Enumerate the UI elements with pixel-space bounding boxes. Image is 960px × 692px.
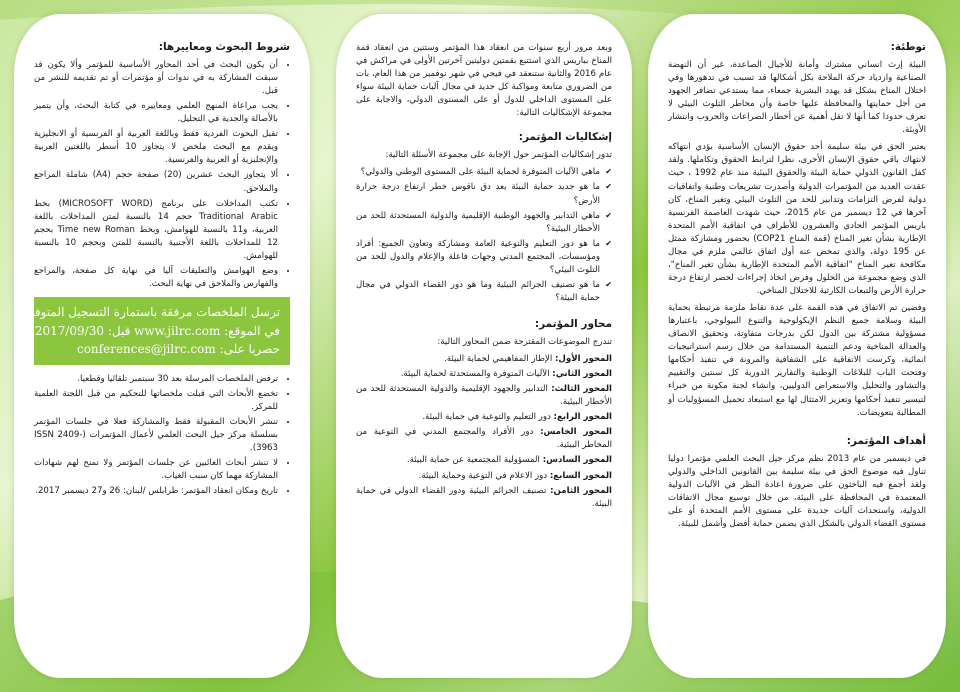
panel-problems-axes xyxy=(336,14,632,678)
axis-item xyxy=(356,426,612,452)
axis-item xyxy=(356,470,612,483)
notice-line: حصريا على: conferences@jilrc.com xyxy=(76,342,280,357)
axis-name: المحور الخامس: xyxy=(540,427,613,438)
axis-name: المحور الرابع: xyxy=(553,412,612,423)
axis-text: المسؤولية المجتمعية عن حماية البيئة. xyxy=(406,455,540,466)
axis-text: دور الاعلام في التوعية وحماية البيئة. xyxy=(418,470,548,481)
condition-item: • وضع الهوامش والتعليقات آليا في نهاية كل صفحة، والمراجع والفهارس والملاحق في نهاية البحث. xyxy=(34,265,278,291)
goals-heading: أهداف المؤتمر: xyxy=(846,434,926,447)
intro-heading: توطئة: xyxy=(890,41,926,53)
panel-introduction xyxy=(648,14,946,678)
problem-item: ✔ ما هو تصنيف الجرائم البيئية وما هو دور القضاء الدولي في مجال حماية البيئة؟ xyxy=(356,279,600,305)
rule-item: • تاريخ ومكان انعقاد المؤتمر: طرابلس /لبنان: 26 و27 ديسمبر 2017. xyxy=(34,485,278,498)
condition-item: • يجب مراعاة المنهج العلمي ومعاييره في كتابة البحث، وأن يتميز بالأصالة والجدية في التحليل. xyxy=(34,100,278,126)
axes-heading: محاور المؤتمر: xyxy=(534,318,612,331)
problem-item: ✔ ما هو جديد حماية البيئة بعد دق ناقوس خطر ارتفاع درجة حرارة الأرض؟ xyxy=(356,181,600,207)
axis-item xyxy=(356,353,612,366)
panel-conditions xyxy=(14,14,310,678)
conditions-heading: شروط البحوث ومعاييرها: xyxy=(158,41,290,53)
axis-text: تصنيف الجرائم البيئية ودور القضاء الدولي في حماية البيئة. xyxy=(356,485,612,509)
condition-item: • تكتب المداخلات على برنامج (MICROSOFT WORD) بخط Traditional Arabic حجم 14 بالنسبة لمتن المداخلات باللغة العربية، و11 بالنسبة للهوامش، وبخط Time new Roman بحجم 12 للمداخلات باللغة الأجنبية بالنسبة للمتن وبحجم 10 بالنسبة للهوامش. xyxy=(34,198,278,263)
problem-item: ✔ ماهي الآليات المتوفرة لحماية البيئة على المستوى الوطني والدولي؟ xyxy=(356,166,600,179)
submission-notice xyxy=(22,297,290,365)
axis-name: المحور الثاني: xyxy=(552,369,612,380)
axis-item xyxy=(356,454,612,467)
notice-line: في الموقع: www.jilrc.com قبل: 2017/09/30 xyxy=(34,323,280,338)
goals-paragraph: في ديسمبر من عام 2013 نظم مركز جيل البحث العلمي مؤتمرا دوليا تناول فيه موضوع الحق في بيئة سليمة بين القانونين الداخلي والدولي ولقد أجمع فيه الباحثون على ضرورة اعادة النظر في الآليات الدولية المعتمدة في المحافظة على البيئة، من خلال توسيع مجال الاتفاقات الدولية، واستحداث آليات جديدة على مستوى الأمم المتحدة أو على مستوى القضاء الدولي بالشكل الذي يضمن حماية أفضل وأشمل للبيئة. xyxy=(668,453,926,529)
rules-list xyxy=(34,373,290,499)
intro-paragraph: يعتبر الحق في بيئة سليمة أحد حقوق الإنسان الأساسية يؤدي انتهاكه لانتهاك باقي حقوق الإنسان الأخرى، نظرا لترابط الحقوق وتكاملها. ولقد كفل القانون الدولي حماية البيئة والحقوق البيئية منذ عام 1992 ، حيث عقدت العديد من المؤتمرات الدولية وأصدرت تشريعات وطنية واتفاقيات دولية لفرض التزامات وتدابير للحد من التلوث البيئي وتغير المناخ، كان آخرها في 12 ديسمبر من عام 2015، حيث شهدت العاصمة الفرنسية باريس المؤتمر الحادي والعشرون للأطراف في اتفاقية الأمم المتحدة الإطارية بشأن تغير المناخ (قمة المناخ COP21) بحضور ومشاركة ممثل عن 195 دولة، والذي تمخض عنه أول اتفاق عالمي ملزم في مجال مكافحة تغير المناخ "اتفاقية الأمم المتحدة الإطارية بشأن تغير المناخ"، الذي وضع مجموعة من الحلول وفرض اتخاذ إجراءات لحصر ارتفاع درجة حرارة الأرض والتبعات الكارثية للاختلال المناخي. xyxy=(668,142,927,297)
axis-name: المحور السابع: xyxy=(549,470,612,481)
intro-paragraph: وفضين تم الاتفاق في هذه القمة على عدة نقاط ملزمة مرتبطة بحماية البيئة وسلامة جميع النظم الإيكولوجية والتنوع البيولوجي، باعتبارها مسؤولية مشتركة بين الدول لكن بدرجات متفاوتة، وتحقيق الانصاف والعدالة المناخية ودعم التنمية المستدامة من خلال رسم استراتيجيات انمائية، وكرست الاتفاقية على الشفافية والمرونة في تنفيذ أحكامها وفتحت الباب للبلاغات الوطنية والتقارير الدورية كل سنتين والتقييم والتشاور والتحليل والاستعراض الدوليين، وانشاء لجنة مكونة من خبراء لتيسير تنفيذ أحكامها وتعزيز الامتثال لها مع استبعاد تحميل المسؤوليات أو المطالبة بتعويضات. xyxy=(668,303,926,418)
notice-line: ترسل الملخصات مرفقة باستمارة التسجيل المتوفرة xyxy=(22,305,280,320)
problems-heading: إشكاليات المؤتمر: xyxy=(518,131,612,144)
axes-intro: تندرج الموضوعات المقترحة ضمن المحاور التالية: xyxy=(437,336,612,347)
conditions-list xyxy=(34,59,290,291)
rule-item: • تنشر الأبحاث المقبولة فقط والمشاركة فعلا في جلسات المؤتمر بسلسلة مركز جيل البحث العلمي لأعمال المؤتمرات (ISSN 2409-3963). xyxy=(34,416,278,455)
problems-list xyxy=(356,166,612,305)
problem-item: ✔ ماهي التدابير والجهود الوطنية الإقليمية والدولية المستحدثة للحد من الأخطار البيئية؟ xyxy=(356,210,600,236)
axis-text: الإطار المفاهيمي لحماية البيئة. xyxy=(444,354,553,365)
axis-text: التدابير والجهود الإقليمية والدولية المستحدثة للحد من الأخطار البيئية. xyxy=(356,384,612,408)
condition-item: • أن يكون البحث في أحد المحاور الأساسية للمؤتمر وألا يكون قد سبقت المشاركة به في ندوات أو مؤتمرات أو تم تقديمه للنشر من قبل. xyxy=(34,59,278,98)
axis-text: دور التعليم والتوعية في حماية البيئة. xyxy=(422,412,551,423)
axis-text: الآليات المتوفرة والمستحدثة لحماية البيئة. xyxy=(400,369,550,380)
axis-item xyxy=(356,411,612,424)
condition-item: • تقبل البحوث الفردية فقط وباللغة العربية أو الفرنسية أو الانجليزية ويقدم مع البحث ملخص لا يتجاوز 10 أسطر باللغتين العربية والإنجليزية أو العربية والفرنسية. xyxy=(34,128,278,167)
axis-text: دور الأفراد والمجتمع المدني في التوعية من المخاطر البيئية. xyxy=(356,427,612,451)
context-paragraph: وبعد مرور أربع سنوات من انعقاد هذا المؤتمر وستتين من انعقاد قمة المناخ بباريس الذي استتبع بقمتين دوليتين آخرتين الأولى في مراكش في عام 2016 والثانية ستنعقد في فيجي في شهر نوفمبر من هذا العام، بات من الضروري متابعة ومواكبة كل جديد في مجال آليات حماية البيئة سواء على المستوى الداخلي للدول أو على المستوى الدولي، والاجابة على مجموعة الإشكاليات التالية: xyxy=(356,43,612,119)
axis-item xyxy=(356,383,612,409)
axis-name: المحور السادس: xyxy=(542,455,612,466)
axis-name: المحور الأول: xyxy=(554,354,612,365)
rule-item: • لا تنشر أبحاث الغائبين عن جلسات المؤتمر ولا تمنح لهم شهادات المشاركة مهما كان سبب الغياب. xyxy=(34,457,278,483)
axis-name: المحور الثامن: xyxy=(550,485,613,496)
axis-name: المحور الثالث: xyxy=(551,384,612,395)
condition-item: • ألا يتجاوز البحث عشرين (20) صفحة حجم (A4) شاملة المراجع والملاحق. xyxy=(34,169,278,195)
rule-item: • ترفض الملخصات المرسلة بعد 30 سبتمبر تلقائيا وقطعيا. xyxy=(34,373,278,386)
axis-item xyxy=(356,485,612,511)
intro-paragraph: البيئة إرث انساني مشترك وأمانة للأجيال الصاعدة، غير أن النهضة الصناعية وازدياد حركة الملاحة بكل أشكالها قد تسبب في تدهورها وفي اختلال المناخ بشكل قد يهدد البشرية جمعاء، مما يستدعي تضافر الجهود من أجل حمايتها والمحافظة عليها خاصة وأن مخاطر التلوث البيئي لا تعرف حدودا كما أنها لا تقل أهمية عن أخطار الصراعات والحروب وانتشار الأوبئة. xyxy=(668,59,926,136)
problems-intro: تدور إشكاليات المؤتمر حول الإجابة على مجموعة الأسئلة التالية: xyxy=(385,150,612,161)
problem-item: ✔ ما هو دور التعليم والتوعية العامة ومشاركة وتعاون الجميع: أفراد ومؤسسات، المجتمع المدني وجهات فاعلة والإعلام والدول للحد من التلوث البيئي؟ xyxy=(356,238,600,277)
rule-item: • تخضع الأبحاث التي قبلت ملخصاتها للتحكيم من قبل اللجنة العلمية للمركز. xyxy=(34,388,278,414)
axis-item xyxy=(356,368,612,381)
